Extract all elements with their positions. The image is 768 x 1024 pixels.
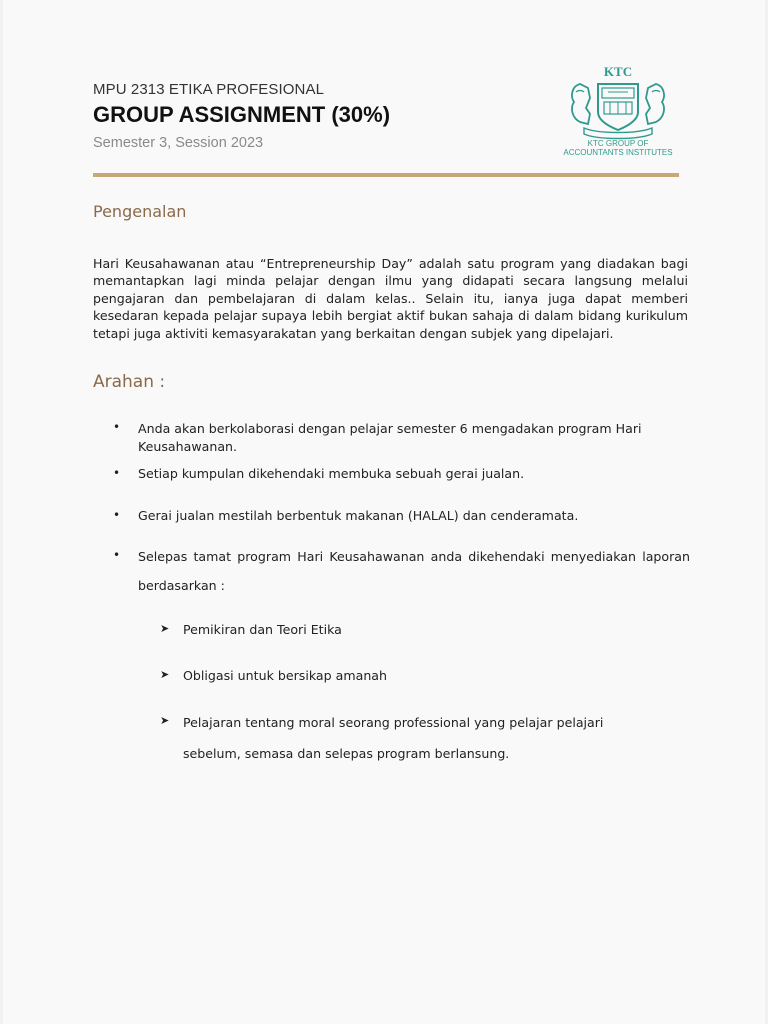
bullet-text: Selepas tamat program Hari Keusahawanan anda dikehendaki menyediakan laporan berdasarkan : (138, 549, 690, 593)
bullet-text: Anda akan berkolaborasi dengan pelajar semester 6 mengadakan program Hari Keusahawanan. (138, 421, 642, 454)
logo-bottom-line1: KTC GROUP OF (587, 139, 649, 148)
header-divider (93, 173, 679, 177)
bullet-icon: • (113, 508, 121, 522)
sub-item-text: Pemikiran dan Teori Etika (183, 622, 342, 637)
instructions-heading: Arahan : (93, 372, 166, 392)
semester-info: Semester 3, Session 2023 (93, 135, 264, 151)
intro-paragraph: Hari Keusahawanan atau “Entrepreneurship Day” adalah satu program yang diadakan bagi memantapkan lagi minda pelajar dengan ilmu yang didapati secara langsung melalui pengajaran dan pembelajaran di dalam kelas.. Selain itu, ianya juga dapat memberi kesedaran kepada pelajar supaya lebih bergiat aktif bukan sahaja di dalam bidang kurikulum tetapi juga aktiviti kemasyarakatan yang berkaitan dengan subjek yang dipelajari. (93, 256, 688, 341)
logo-bottom-line2: ACCOUNTANTS INSTITUTES (563, 148, 673, 157)
sub-item-text: Obligasi untuk bersikap amanah (183, 668, 388, 683)
logo-top-text: KTC (603, 64, 633, 79)
arrow-bullet-icon: ➤ (160, 714, 170, 727)
sub-item-text: Pelajaran tentang moral seorang professional yang pelajar pelajari sebelum, semasa dan selepas program berlansung. (183, 715, 604, 761)
arrow-bullet-icon: ➤ (160, 668, 170, 681)
bullet-text: Gerai jualan mestilah berbentuk makanan (HALAL) dan cenderamata. (138, 508, 579, 523)
course-code: MPU 2313 ETIKA PROFESIONAL (93, 81, 325, 98)
bullet-text: Setiap kumpulan dikehendaki membuka sebuah gerai jualan. (138, 466, 525, 481)
intro-heading: Pengenalan (93, 202, 187, 221)
bullet-icon: • (113, 420, 121, 434)
arrow-bullet-icon: ➤ (160, 622, 170, 635)
bullet-icon: • (113, 548, 121, 562)
bullet-icon: • (113, 466, 121, 480)
assignment-title: GROUP ASSIGNMENT (30%) (93, 102, 391, 127)
ktc-logo (558, 62, 678, 158)
document-page (3, 0, 765, 1024)
